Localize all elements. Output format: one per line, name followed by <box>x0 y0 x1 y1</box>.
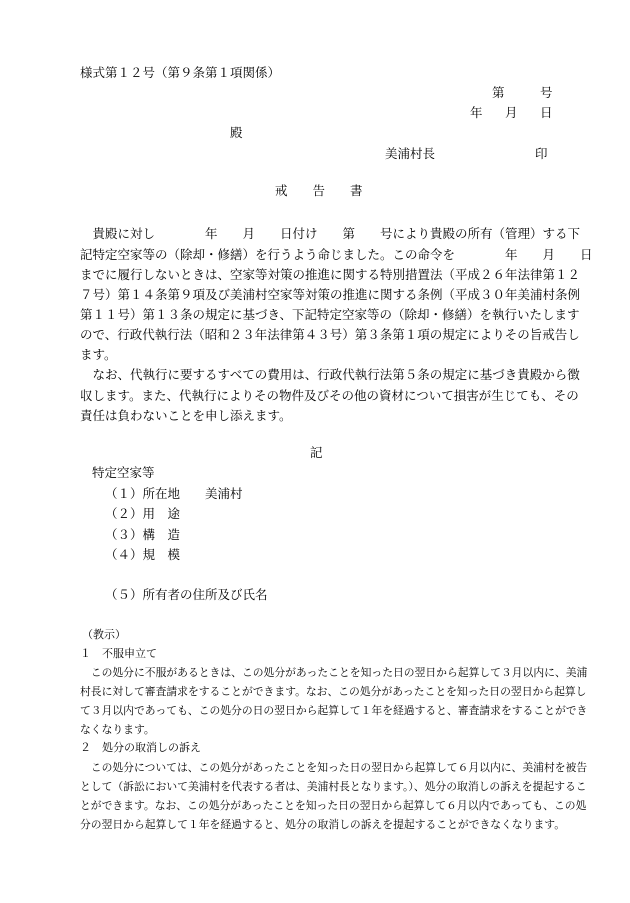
instruction-line: 分の翌日から起算して１年を経過すると、処分の取消しの訴えを提起することができなくなります。 <box>80 818 565 831</box>
document-title: 戒 告 書 <box>275 183 363 198</box>
instruction-heading: （教示） <box>82 628 126 641</box>
instruction-section-1-title: １ 不服申立て <box>80 647 157 660</box>
instruction-line: 村長に対して審査請求をすることができます。なお、この処分があったことを知った日の翌日から起算し <box>80 685 587 698</box>
paragraph-line: ます。 <box>80 347 117 362</box>
paragraph-line: 第１１号）第１３条の規定に基づき、下記特定空家等の（除却・修繕）を執行いたします <box>80 307 580 322</box>
paragraph-line: なお、代執行に要するすべての費用は、行政代執行法第５条の規定に基づき貴殿から徴 <box>80 367 580 382</box>
property-item-usage: （２）用 途 <box>105 506 181 521</box>
number-go: 号 <box>540 85 553 100</box>
number-dai: 第 <box>492 85 505 100</box>
property-item-structure: （３）構 造 <box>105 527 181 542</box>
instruction-line: この処分については、この処分があったことを知った日の翌日から起算して６月以内に、美浦村を被告 <box>80 761 588 774</box>
paragraph-line: 収します。また、代執行によりその物件及びその他の資材について損害が生じても、その <box>80 388 579 403</box>
paragraph-line: ので、行政代執行法（昭和２３年法律第４３号）第３条第１項の規定によりその旨戒告し <box>80 327 580 342</box>
instruction-line: なくなります。 <box>80 723 155 736</box>
issuer-name: 美浦村長 <box>385 146 436 161</box>
property-item-owner: （５）所有者の住所及び氏名 <box>105 587 268 602</box>
property-heading: 特定空家等 <box>92 465 155 480</box>
paragraph-line: 記特定空家等の（除却・修繕）を行うよう命じました。この命令を 年 月 日 <box>80 247 593 262</box>
paragraph-line: ７号）第１４条第９項及び美浦村空家等対策の推進に関する条例（平成３０年美浦村条例 <box>80 287 581 302</box>
seal-mark: 印 <box>535 146 548 161</box>
property-item-scale: （４）規 模 <box>105 547 181 562</box>
instruction-section-2-title: ２ 処分の取消しの訴え <box>80 741 201 754</box>
form-label: 様式第１２号（第９条第１項関係） <box>80 65 281 80</box>
instruction-line: て３月以内であっても、この処分の日の翌日から起算して１年を経過すると、審査請求をすることができ <box>80 704 588 717</box>
instruction-line: この処分に不服があるときは、この処分があったことを知った日の翌日から起算して３月以内に、美浦 <box>80 666 588 679</box>
paragraph-line: 貴殿に対し 年 月 日付け 第 号により貴殿の所有（管理）する下 <box>80 226 581 241</box>
ki-heading: 記 <box>310 445 323 460</box>
addressee-suffix: 殿 <box>230 125 243 140</box>
instruction-line: として（訴訟において美浦村を代表する者は、美浦村長となります。）、処分の取消しの訴えを提起するこ <box>80 780 587 793</box>
date-year: 年 <box>470 105 483 120</box>
property-item-location: （１）所在地 美浦村 <box>105 486 243 501</box>
date-day: 日 <box>540 105 553 120</box>
paragraph-line: 責任は負わないことを申し添えます。 <box>80 408 292 423</box>
paragraph-line: までに履行しないときは、空家等対策の推進に関する特別措置法（平成２６年法律第１２ <box>80 267 581 282</box>
date-month: 月 <box>505 105 518 120</box>
instruction-line: とができます。なお、この処分があったことを知った日の翌日から起算して６月以内であっても、この処 <box>80 799 587 812</box>
